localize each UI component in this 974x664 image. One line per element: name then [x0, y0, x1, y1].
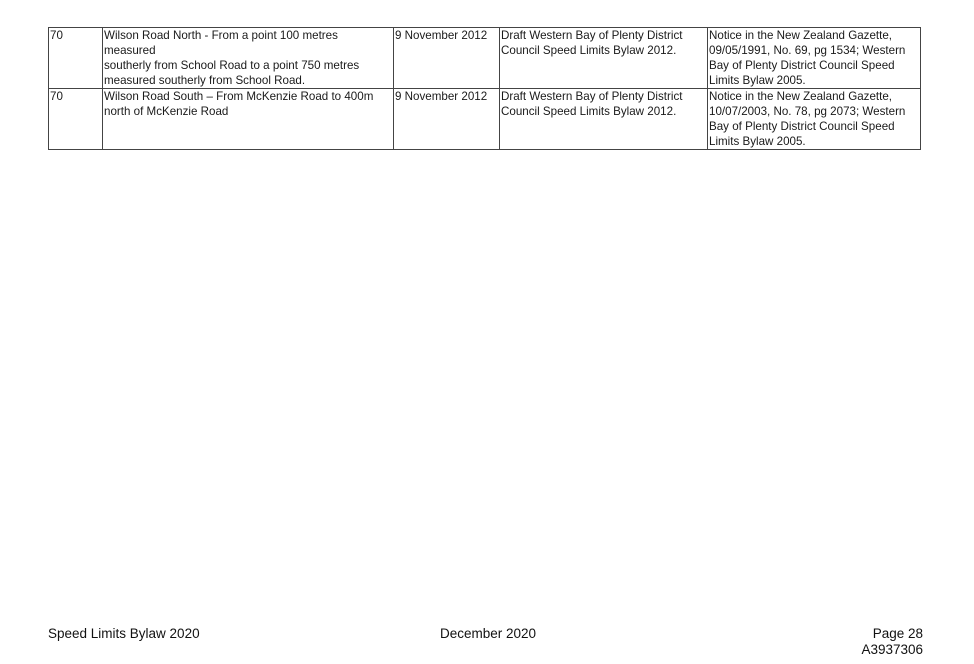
- date-cell: 9 November 2012: [394, 28, 500, 89]
- footer-page-info: [861, 626, 923, 658]
- source-cell: Draft Western Bay of Plenty District Council Speed Limits Bylaw 2012.: [500, 89, 708, 150]
- previous-notice-cell: Notice in the New Zealand Gazette, 10/07/2003, No. 78, pg 2073; Western Bay of Plenty District Council Speed Limits Bylaw 2005.: [708, 89, 921, 150]
- page-number: Page 28: [872, 626, 923, 641]
- table-row: [49, 89, 921, 150]
- table-row: [49, 28, 921, 89]
- footer-date: December 2020: [440, 626, 537, 641]
- road-description-cell: Wilson Road North - From a point 100 metres measured southerly from School Road to a point 750 metres measured southerly from School Road.: [103, 28, 394, 89]
- footer-document-title: Speed Limits Bylaw 2020: [48, 626, 200, 641]
- source-cell: Draft Western Bay of Plenty District Council Speed Limits Bylaw 2012.: [500, 28, 708, 89]
- date-cell: 9 November 2012: [394, 89, 500, 150]
- road-description-cell: Wilson Road South – From McKenzie Road to 400m north of McKenzie Road: [103, 89, 394, 150]
- speed-limit-cell: 70: [49, 28, 103, 89]
- speed-limits-table: [48, 27, 921, 150]
- previous-notice-cell: Notice in the New Zealand Gazette, 09/05/1991, No. 69, pg 1534; Western Bay of Plenty District Council Speed Limits Bylaw 2005.: [708, 28, 921, 89]
- speed-limit-cell: 70: [49, 89, 103, 150]
- document-id: A3937306: [861, 642, 923, 657]
